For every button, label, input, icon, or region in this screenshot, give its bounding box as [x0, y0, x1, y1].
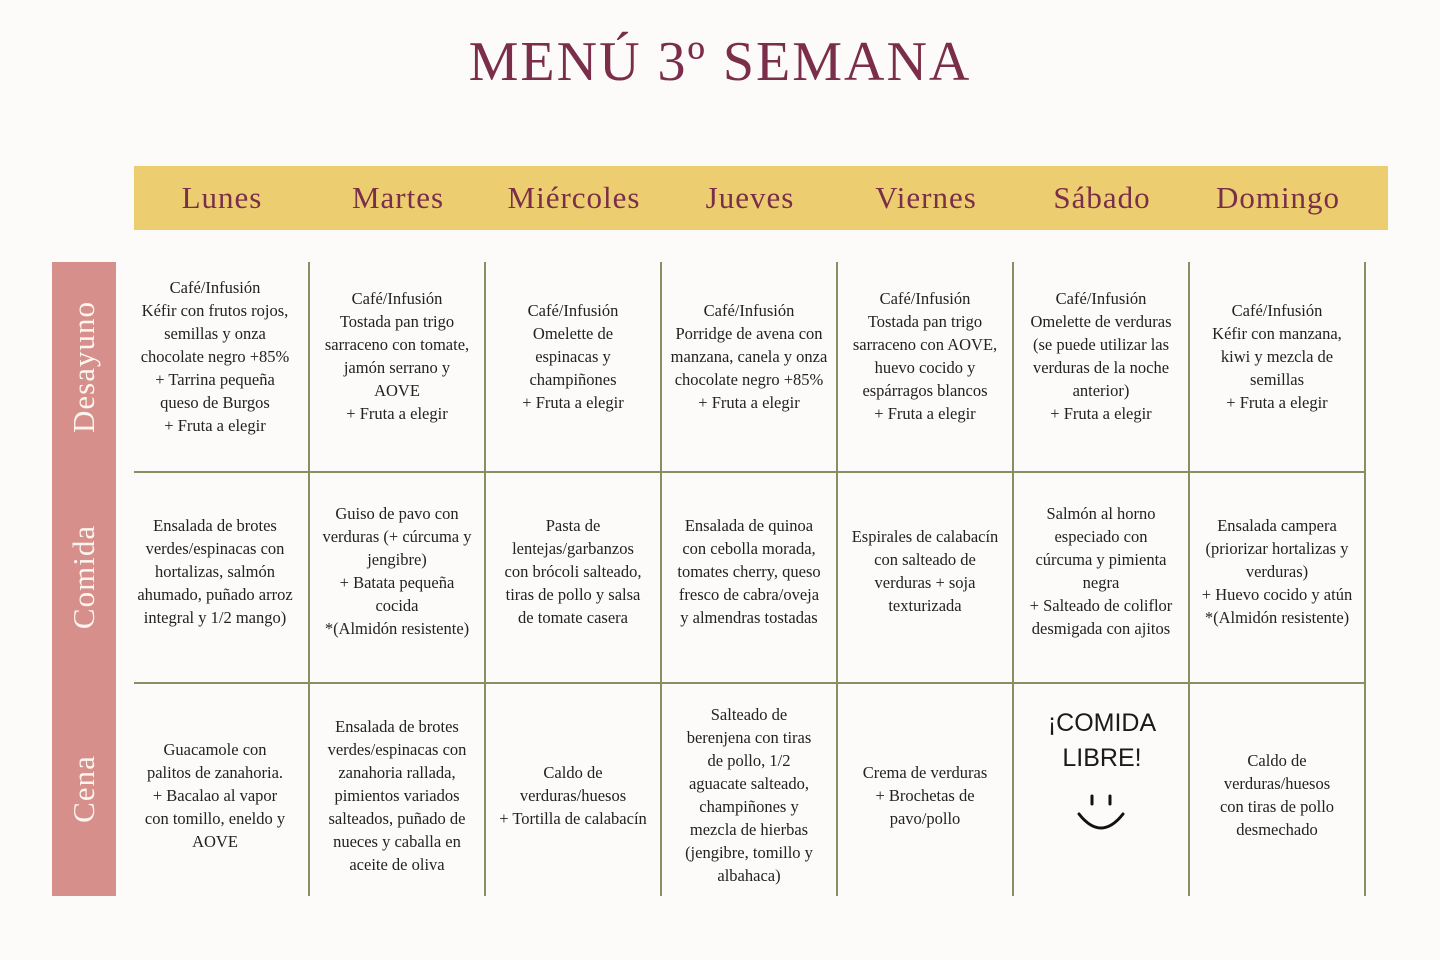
- cell-cena-viernes: Crema de verduras + Brochetas de pavo/pollo: [862, 762, 988, 828]
- cell-desayuno-lunes: Café/Infusión Kéfir con frutos rojos, semillas y onza chocolate negro +85% + Tarrina pequeña queso de Burgos + Fruta a elegir: [140, 277, 290, 435]
- meal-label-comida: Comida: [66, 524, 102, 630]
- cell-comida-viernes: Espirales de calabacín con salteado de verduras + soja texturizada: [851, 527, 999, 615]
- cell-desayuno-miercoles: Café/Infusión Omelette de espinacas y champiñones + Fruta a elegir: [522, 300, 624, 412]
- day-jueves: Jueves: [705, 180, 795, 215]
- cell-desayuno-domingo: Café/Infusión Kéfir con manzana, kiwi y mezcla de semillas + Fruta a elegir: [1212, 300, 1342, 412]
- cell-cena-martes: Ensalada de brotes verdes/espinacas con zanahoria rallada, pimientos variados salteados, puñado de nueces y caballa en aceite de oliva: [327, 716, 467, 874]
- cell-desayuno-viernes: Café/Infusión Tostada pan trigo sarraceno con AOVE, huevo cocido y espárragos blancos + Fruta a elegir: [852, 289, 998, 423]
- cell-cena-miercoles: Caldo de verduras/huesos + Tortilla de calabacín: [499, 762, 647, 828]
- cell-comida-sabado: Salmón al horno especiado con cúrcuma y pimienta negra + Salteado de coliflor desmigada con ajitos: [1029, 504, 1173, 638]
- cell-desayuno-martes: Café/Infusión Tostada pan trigo sarraceno con tomate, jamón serrano y AOVE + Fruta a elegir: [324, 289, 470, 423]
- day-lunes: Lunes: [181, 180, 263, 215]
- day-sabado: Sábado: [1053, 180, 1151, 215]
- grid-line: [134, 471, 1366, 473]
- meal-label-desayuno: Desayuno: [66, 301, 102, 433]
- comida-libre-text: ¡COMIDA LIBRE!: [1047, 709, 1157, 772]
- day-domingo: Domingo: [1215, 180, 1341, 215]
- cell-cena-lunes: Guacamole con palitos de zanahoria. + Bacalao al vapor con tomillo, eneldo y AOVE: [144, 739, 286, 851]
- cell-cena-jueves: Salteado de berenjena con tiras de pollo, 1/2 aguacate salteado, champiñones y mezcla de hierbas (jengibre, tomillo y albahaca): [685, 705, 813, 885]
- smiley-face-icon: [1074, 790, 1128, 840]
- cell-comida-domingo: Ensalada campera (priorizar hortalizas y verduras) + Huevo cocido y atún *(Almidón resistente): [1201, 515, 1353, 627]
- cell-comida-lunes: Ensalada de brotes verdes/espinacas con hortalizas, salmón ahumado, puñado arroz integral y 1/2 mango): [137, 515, 293, 627]
- cell-comida-martes: Guiso de pavo con verduras (+ cúrcuma y jengibre) + Batata pequeña cocida *(Almidón resistente): [322, 504, 472, 638]
- day-viernes: Viernes: [875, 180, 977, 215]
- page-title: MENÚ 3º SEMANA: [468, 31, 972, 93]
- grid-line: [134, 682, 1366, 684]
- cell-desayuno-sabado: Café/Infusión Omelette de verduras (se puede utilizar las verduras de la noche anterior) + Fruta a elegir: [1030, 289, 1172, 423]
- cell-comida-jueves: Ensalada de quinoa con cebolla morada, tomates cherry, queso fresco de cabra/oveja y almendras tostadas: [677, 515, 821, 627]
- cell-desayuno-jueves: Café/Infusión Porridge de avena con manzana, canela y onza chocolate negro +85% + Fruta a elegir: [670, 300, 828, 412]
- cell-cena-domingo: Caldo de verduras/huesos con tiras de pollo desmechado: [1219, 751, 1335, 839]
- day-martes: Martes: [351, 180, 445, 215]
- meals-sidebar: [52, 262, 116, 896]
- meal-label-cena: Cena: [66, 755, 102, 823]
- cell-comida-miercoles: Pasta de lentejas/garbanzos con brócoli salteado, tiras de pollo y salsa de tomate casera: [504, 515, 642, 627]
- days-header: [134, 166, 1388, 230]
- day-miercoles: Miércoles: [507, 180, 641, 215]
